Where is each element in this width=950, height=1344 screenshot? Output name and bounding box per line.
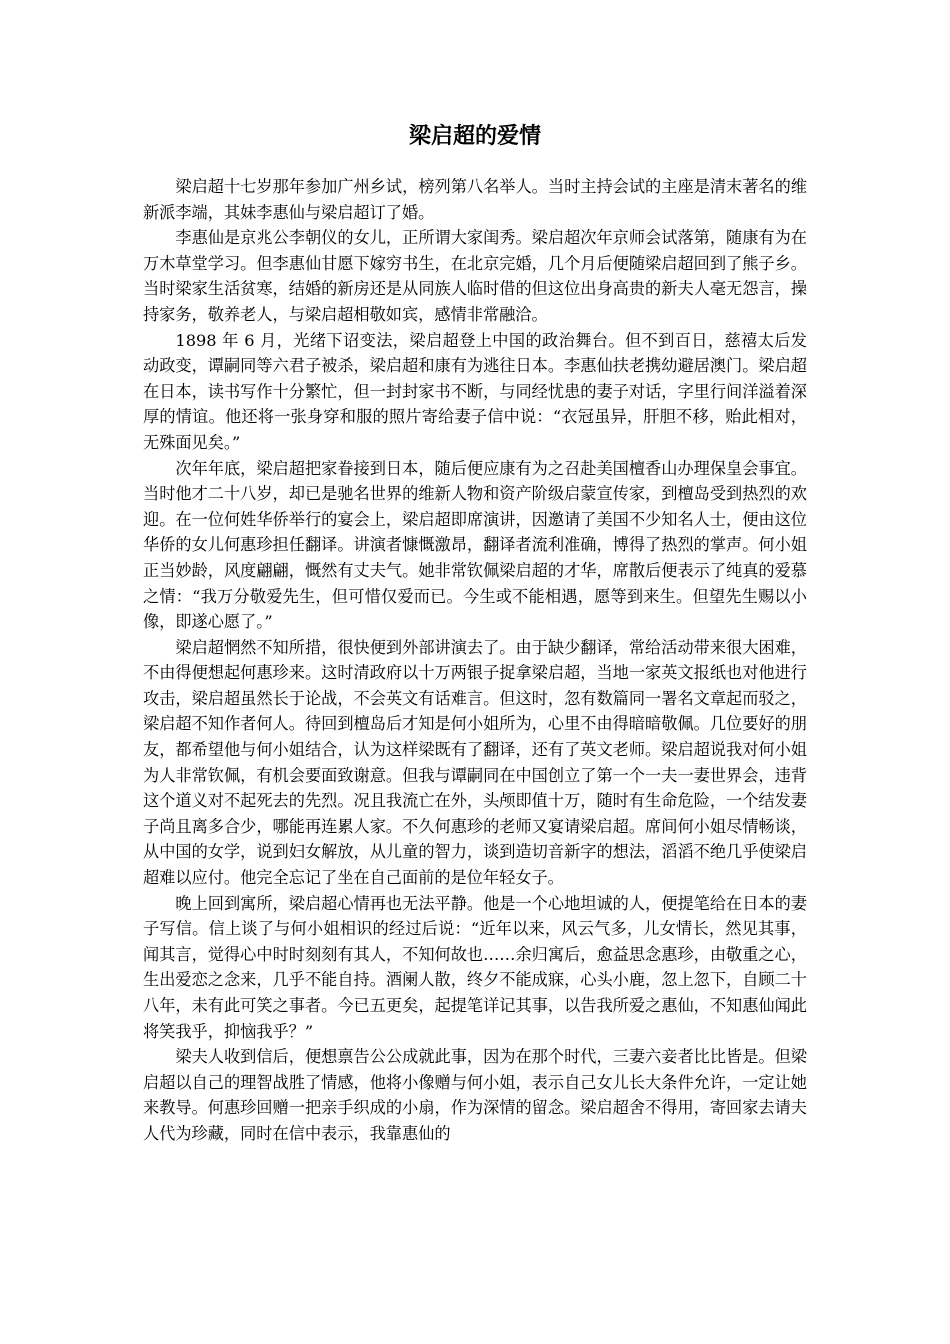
paragraph: 梁夫人收到信后，便想禀告公公成就此事，因为在那个时代，三妻六妾者比比皆是。但梁启超以自己的理智战胜了情感，他将小像赠与何小姐，表示自己女儿长大条件允许，一定让她来教导。何惠珍回赠一把亲手织成的小扇，作为深情的留念。梁启超舍不得用，寄回家去请夫人代为珍藏，同时在信中表示，我靠惠仙的: [143, 1047, 807, 1143]
document-body: [143, 174, 807, 1147]
paragraph: 次年年底，梁启超把家眷接到日本，随后便应康有为之召赴美国檀香山办理保皇会事宜。当时他才二十八岁，却已是驰名世界的维新人物和资产阶级启蒙宣传家，到檀岛受到热烈的欢迎。在一位何姓华侨举行的宴会上，梁启超即席演讲，因邀请了美国不少知名人士，便由这位华侨的女儿何惠珍担任翻译。讲演者慷慨激昂，翻译者流利准确，博得了热烈的掌声。何小姐正当妙龄，风度翩翩，慨然有丈夫气。她非常钦佩梁启超的才华，席散后便表示了纯真的爱慕之情：“我万分敬爱先生，但可惜仅爱而已。今生或不能相遇，愿等到来生。但望先生赐以小像，即遂心愿了。”: [143, 458, 807, 632]
paragraph: 李惠仙是京兆公李朝仪的女儿，正所谓大家闺秀。梁启超次年京师会试落第，随康有为在万木草堂学习。但李惠仙甘愿下嫁穷书生，在北京完婚，几个月后便随梁启超回到了熊子乡。当时梁家生活贫寒，结婚的新房还是从同族人临时借的但这位出身高贵的新夫人毫无怨言，操持家务，敬养老人，与梁启超相敬如宾，感情非常融洽。: [143, 228, 807, 324]
paragraph: 1898 年 6 月，光绪下诏变法，梁启超登上中国的政治舞台。但不到百日，慈禧太后发动政变，谭嗣同等六君子被杀，梁启超和康有为逃往日本。李惠仙扶老携幼避居澳门。梁启超在日本，读书写作十分繁忙，但一封封家书不断，与同经忧患的妻子对话，字里行间洋溢着深厚的情谊。他还将一张身穿和服的照片寄给妻子信中说：“衣冠虽异，肝胆不移，贻此相对，无殊面见矣。”: [143, 330, 807, 452]
paragraph: 梁启超十七岁那年参加广州乡试，榜列第八名举人。当时主持会试的主座是清末著名的维新派李端，其妹李惠仙与梁启超订了婚。: [143, 177, 807, 222]
paragraph: 梁启超惘然不知所措，很快便到外部讲演去了。由于缺少翻译，常给活动带来很大困难，不由得便想起何惠珍来。这时清政府以十万两银子捉拿梁启超，当地一家英文报纸也对他进行攻击，梁启超虽然长于论战，不会英文有话难言。但这时，忽有数篇同一署名文章起而驳之，梁启超不知作者何人。待回到檀岛后才知是何小姐所为，心里不由得暗暗敬佩。几位要好的朋友，都希望他与何小姐结合，认为这样梁既有了翻译，还有了英文老师。梁启超说我对何小姐为人非常钦佩，有机会要面致谢意。但我与谭嗣同在中国创立了第一个一夫一妻世界会，违背这个道义对不起死去的先烈。况且我流亡在外，头颅即值十万，随时有生命危险，一个结发妻子尚且离多合少，哪能再连累人家。不久何惠珍的老师又宴请梁启超。席间何小姐尽情畅谈，从中国的女学，说到妇女解放，从儿童的智力，谈到造切音新字的想法，滔滔不绝几乎使梁启超难以应付。他完全忘记了坐在自己面前的是位年轻女子。: [143, 637, 807, 888]
document-title: 梁启超的爱情: [408, 124, 541, 149]
paragraph: 晚上回到寓所，梁启超心情再也无法平静。他是一个心地坦诚的人，便提笔给在日本的妻子写信。信上谈了与何小姐相识的经过后说：“近年以来，风云气多，儿女情长，然见其事，闻其言，觉得心中时时刻刻有其人，不知何故也……余归寓后，愈益思念惠珍，由敬重之心，生出爱恋之念来，几乎不能自持。酒阑人散，终夕不能成寐，心头小鹿，忽上忽下，自顾二十八年，未有此可笑之事者。今已五更矣，起提笔详记其事，以告我所爱之惠仙，不知惠仙闻此将笑我乎，抑恼我乎？”: [143, 893, 807, 1041]
